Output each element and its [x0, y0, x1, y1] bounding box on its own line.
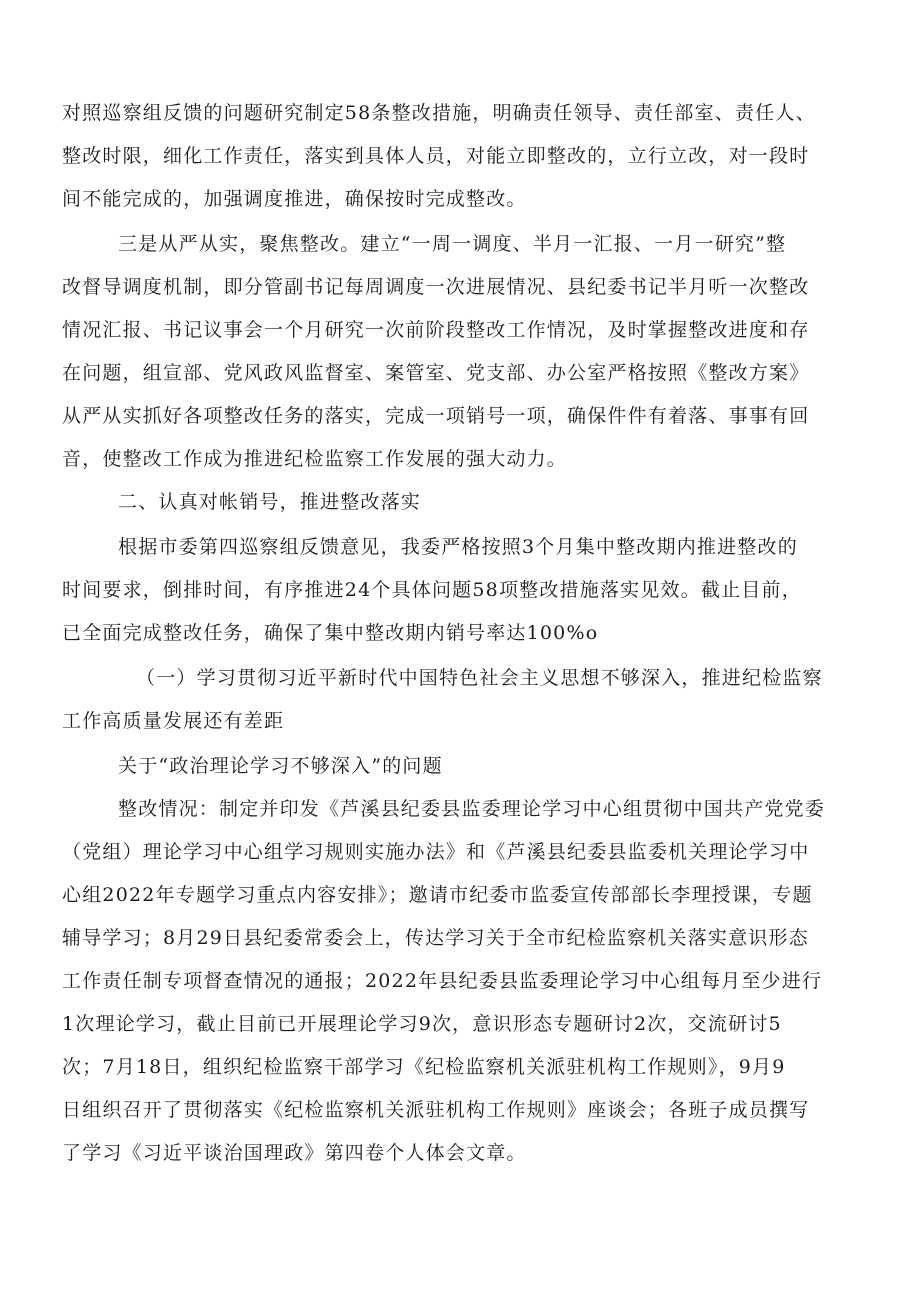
body-line: 心组2022年专题学习重点内容安排》；邀请市纪委市监委宣传部部长李理授课，专题: [62, 884, 813, 906]
body-line: 时间要求，倒排时间，有序推进24个具体问题58项整改措施落实见效。截止目前，: [62, 579, 802, 601]
body-line: 了学习《习近平谈治国理政》第四卷个人体会文章。: [62, 1142, 527, 1164]
body-line: 辅导学习；8月29日县纪委常委会上，传达学习关于全市纪检监察机关落实意识形态: [62, 927, 809, 949]
paragraph-heading-line: 三是从严从实，聚焦整改。建立“一周一调度、半月一汇报、一月一研究”整: [118, 233, 787, 255]
body-line: 次；7月18日，组织纪检监察干部学习《纪检监察机关派驻机构工作规则》，9月9: [62, 1056, 786, 1078]
body-line: 情况汇报、书记议事会一个月研究一次前阶段整改工作情况，及时掌握整改进度和存: [62, 319, 810, 341]
body-line: 从严从实抓好各项整改任务的落实，完成一项销号一项，确保件件有着落、事事有回: [62, 405, 810, 427]
body-line: 工作责任制专项督查情况的通报；2022年县纪委县监委理论学习中心组每月至少进行: [62, 970, 823, 992]
body-line: 整改情况：制定并印发《芦溪县纪委县监委理论学习中心组贯彻中国共产党党委: [118, 798, 826, 820]
body-line: 间不能完成的，加强调度推进，确保按时完成整改。: [62, 188, 527, 210]
body-line: 1次理论学习，截止目前已开展理论学习9次，意识形态专题研讨2次，交流研讨5: [62, 1013, 782, 1035]
body-line: （党组）理论学习中心组学习规则实施办法》和《芦溪县纪委县监委机关理论学习中: [62, 841, 810, 863]
body-line: 整改时限，细化工作责任，落实到具体人员，对能立即整改的，立行立改，对一段时: [62, 145, 810, 167]
issue-title: 关于“政治理论学习不够深入”的问题: [118, 755, 443, 777]
body-line: 改督导调度机制，即分管副书记每周调度一次进展情况、县纪委书记半月听一次整改: [62, 276, 810, 298]
body-line: 已全面完成整改任务，确保了集中整改期内销号率达100%o: [62, 622, 599, 644]
body-line: 在问题，组宣部、党风政风监督室、案管室、党支部、办公室严格按照《整改方案》: [62, 362, 810, 384]
body-line: 对照巡察组反馈的问题研究制定58条整改措施，明确责任领导、责任部室、责任人、: [62, 102, 816, 124]
body-line: 日组织召开了贯彻落实《纪检监察机关派驻机构工作规则》座谈会；各班子成员撰写: [62, 1099, 810, 1121]
body-line: 音，使整改工作成为推进纪检监察工作发展的强大动力。: [62, 448, 568, 470]
section-heading: 二、认真对帐销号，推进整改落实: [118, 491, 422, 513]
subsection-heading: （一）学习贯彻习近平新时代中国特色社会主义思想不够深入，推进纪检监察: [136, 667, 823, 689]
subsection-heading-cont: 工作高质量发展还有差距: [62, 710, 285, 732]
body-line: 根据市委第四巡察组反馈意见，我委严格按照3个月集中整改期内推进整改的: [118, 536, 798, 558]
